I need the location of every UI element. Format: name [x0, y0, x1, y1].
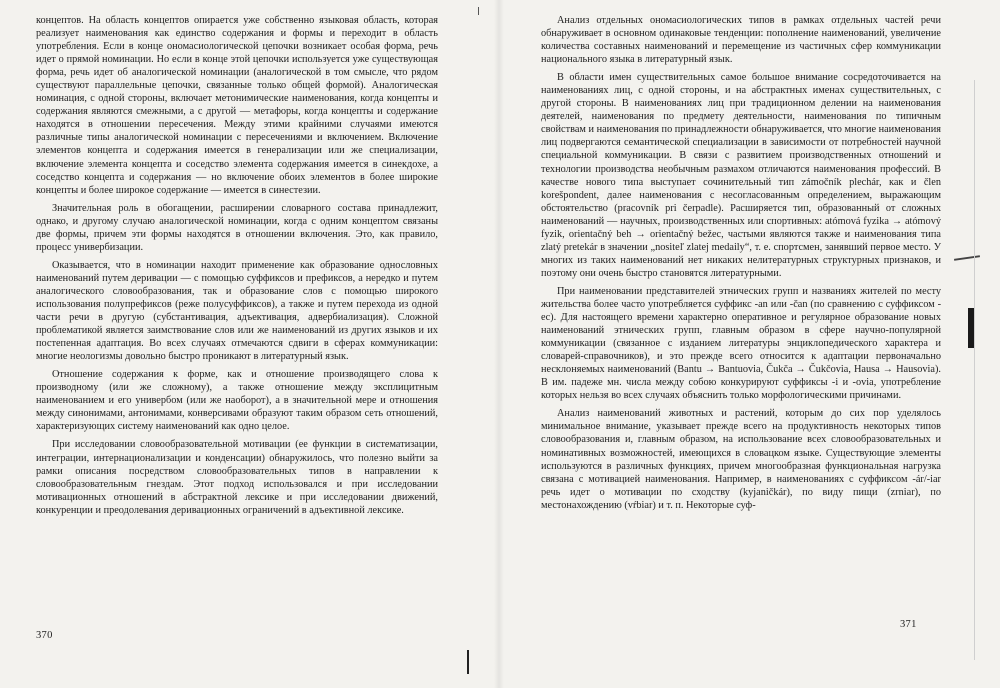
- right-page: [541, 14, 941, 512]
- scan-mark: [467, 650, 469, 674]
- scan-artifact: [974, 80, 975, 660]
- left-paragraph-2: Значительная роль в обогащении, расширении словарного состава принадлежит, однако, и другому случаю аналогической номинации, когда с одним концептом связаны две формы, причем эти формы находятся в отношении включения. Это, как правило, процесс универбизации.: [36, 202, 438, 253]
- scan-mark: [478, 7, 479, 15]
- right-paragraph-2: В области имен существительных самое большое внимание сосредоточивается на наименованиях лиц, с одной стороны, и на абстрактных именах существительных, с другой стороны. В наименованиях лиц при традиционном делении на наименования деятелей, наименования по предмету деятельности, наименования по типичным свойствам и наименования по принадлежности обнаруживается, что многие наименования лиц подвергаются семантической специализации в зависимости от потребностей научной специальной коммуникации. В связи с развитием производственных отношений и технологии производства необычным размахом отличаются наименования профессий. В качестве нового типа выступает сочинительный тип zámočník plechár, как и člen korešpondent, далее наименования с несогласованным определением, выражающим обстоятельство (pracovník pri čerpadle). Расширяется тип, образованный от сложных наименований — научных, производственных или спортивных: atómová fyzika → atómový fyzik, orientačný beh → orientačný bežec, частыми являются также и наименования типа zlatý pretekár в значении „nositeľ zlatej medaily“, т. е. спортсмен, занявший первое место. У многих из таких наименований нет никаких нелитературных структурных признаков, и поэтому они очень быстро становятся литературными.: [541, 72, 941, 279]
- left-paragraph-5: При исследовании словообразовательной мотивации (ее функции в систематизации, интеграции, интернационализации и конденсации) обнаружилось, что полезно выйти за рамки описания посредством словообразовательных типов в направлении к словообразовательным гнездам. Этот подход использовался и при исследовании мотивационных отношений в абстрактной лексике и при исследовании движений, конкуренции и преодолевания деривационных ограничений в адъективной лексике.: [36, 439, 438, 516]
- right-paragraph-1: Анализ отдельных ономасиологических типов в рамках отдельных частей речи обнаруживает в основном одинаковые тенденции: пополнение наименований, увеличение количества составных наименований и перемещение из частичных сфер коммуникации национального языка в литературный язык.: [541, 15, 941, 66]
- page-number-left: 370: [36, 630, 53, 641]
- left-paragraph-1: концептов. На область концептов опирается уже собственно языковая область, которая реализует наименования как единство содержания и формы и переходит в область употребления. Если в конце ономасиологической цепочки возникает особая форма, речь идет о прямой номинации. Но если в конце этой цепочки используется уже существующая форма, речь идет об аналогической номинации (аналогической в том смысле, что рядом существуют параллельные цепочки, связанные только общей формой). Аналогическая номинация, с одной стороны, включает метонимические наименования, когда концепты и содержания являются смежными, а с другой — метафоры, когда концепты и содержание находятся в отношении пересечения. Между этими крайними случаями имеются различные типы аналогической номинации с пересечениями и включением. Включение элементов концепта и содержания имеется в генерализации или же специализации, включение элемента концепта и соседство элемента содержания имеется в синекдохе, а соседство концепта и содержания — но включение обоих элементов в более широкие концепты и более широкое содержание — имеется в синестезии.: [36, 15, 438, 196]
- left-page: [36, 14, 438, 517]
- scan-artifact: [954, 255, 980, 261]
- right-paragraph-3: При наименовании представителей этнических групп и названиях жителей по месту жительства более часто употребляется суффикс -an или -čan (по сравнению с суффиксом -ec). Для настоящего времени характерно оперативное и регулярное образование новых наименований этнических групп, главным образом в сфере научно-популярной коммуникации (связанное с изданием литературы энциклопедического характера и словарей-справочников), и это прежде всего относится к адаптации первоначально несклоняемых наименований (Bantu → Bantuovia, Čukča → Čukčovia, Hausa → Hausovia). В им. падеже мн. числа между собою конкурируют суффиксы -i и -ovia, употребление которых нельзя во всех случаях объяснить только морфологическими причинами.: [541, 285, 941, 402]
- right-paragraph-4: Анализ наименований животных и растений, которым до сих пор уделялось минимальное внимание, указывает прежде всего на продуктивность некоторых типов словообразования и, главным образом, на использование всех словообразовательных и номинативных возможностей, имеющихся в словацком языке. Существующие элементы используются в различных функциях, причем многообразная функциональная нагрузка связана с мотивацией наименования. Например, в наименованиях с суффиксом -ár/-iar речь идет о мотивации по сходству (kyjaničkár), по виду пищи (zrniar), по местонахождению (vŕbiar) и т. п. Некоторые суф-: [541, 408, 941, 511]
- page-number-right: 371: [900, 619, 917, 630]
- left-paragraph-4: Отношение содержания к форме, как и отношение производящего слова к производному (или же сложному), а также отношение между эксплицитным наименованием и его универбом (или же наоборот), а в значительной мере и отношения между синонимами, антонимами, конверсивами образуют таким образом сеть отношений, характеризующих систему наименований как одно целое.: [36, 369, 438, 433]
- left-paragraph-3: Оказывается, что в номинации находит применение как образование однословных наименований путем деривации — с помощью суффиксов и префиксов, а нередко и путем аналогического словообразования, так и образование слов с помощью широкого использования полупрефиксов (реже полусуффиксов), а также и путем перехода из одной части речи в другую (субстантивация, адъективация, адвербиализация). Сложной проблематикой является заимствование слов или же наименований из других языков и их постепенная адаптация. Во всех случаях отмечаются сдвиги в сферах коммуникации: многие неологизмы довольно быстро проникают в литературный язык.: [36, 259, 438, 363]
- book-gutter: [494, 0, 504, 688]
